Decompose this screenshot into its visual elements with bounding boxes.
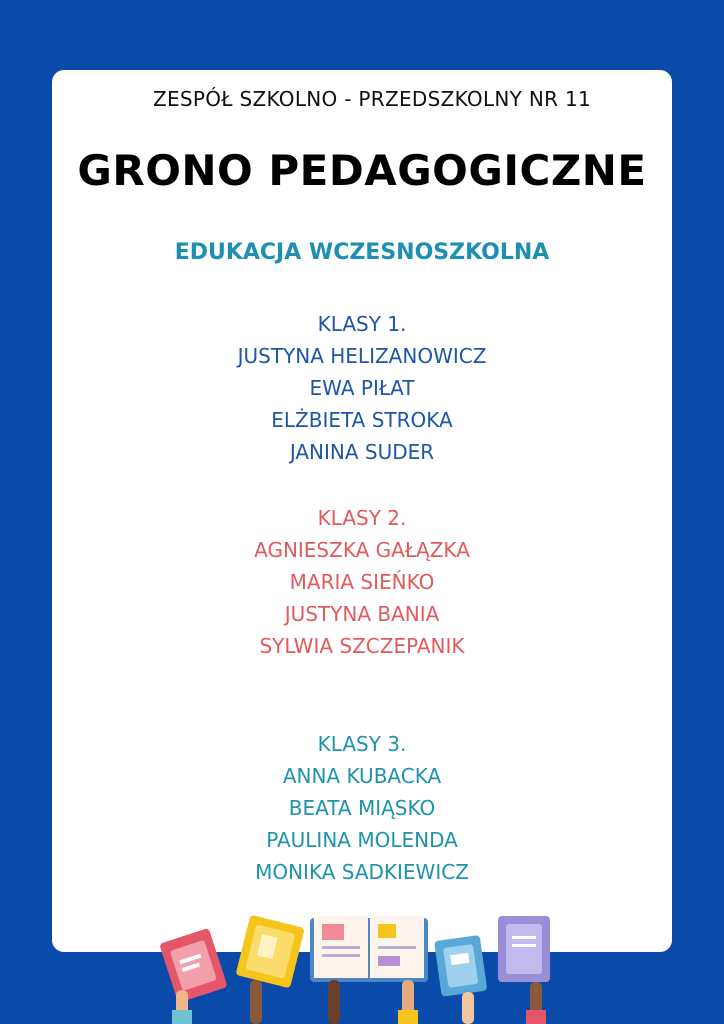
teacher-name: EWA PIŁAT (309, 376, 415, 400)
sleeve-icon (172, 1010, 192, 1024)
arm-icon (328, 980, 340, 1024)
teacher-name: MONIKA SADKIEWICZ (255, 860, 469, 884)
sleeve-icon (526, 1010, 546, 1024)
teacher-name: ANNA KUBACKA (282, 764, 442, 788)
sleeve-icon (398, 1010, 418, 1024)
page-title: GRONO PEDAGOGICZNE (77, 146, 647, 195)
teacher-name: JANINA SUDER (289, 440, 435, 464)
class-label: KLASY 1. (317, 312, 407, 336)
content-card (52, 70, 672, 952)
class-group-2 (52, 502, 672, 662)
teacher-name: JUSTYNA BANIA (284, 602, 440, 626)
pink-book-icon (159, 928, 228, 1003)
school-name: ZESPÓŁ SZKOLNO - PRZEDSZKOLNY NR 11 (152, 87, 592, 111)
teacher-name: JUSTYNA HELIZANOWICZ (237, 344, 487, 368)
teacher-name: ELŻBIETA STROKA (271, 408, 453, 432)
blue-book-icon (434, 935, 487, 997)
open-book-icon (310, 916, 428, 982)
teacher-name: PAULINA MOLENDA (266, 828, 458, 852)
teacher-name: SYLWIA SZCZEPANIK (259, 634, 465, 658)
class-group-1 (52, 308, 672, 468)
books-illustration (150, 912, 580, 1024)
teacher-name: MARIA SIEŃKO (289, 570, 435, 594)
class-label: KLASY 3. (317, 732, 407, 756)
arm-icon (462, 992, 474, 1024)
teacher-name: BEATA MIĄSKO (288, 796, 436, 820)
arm-icon (250, 980, 262, 1024)
class-label: KLASY 2. (317, 506, 407, 530)
yellow-book-icon (236, 915, 305, 989)
purple-book-icon (498, 916, 550, 982)
section-subtitle: EDUKACJA WCZESNOSZKOLNA (174, 240, 550, 265)
teacher-name: AGNIESZKA GAŁĄZKA (254, 538, 470, 562)
class-group-3 (52, 728, 672, 888)
